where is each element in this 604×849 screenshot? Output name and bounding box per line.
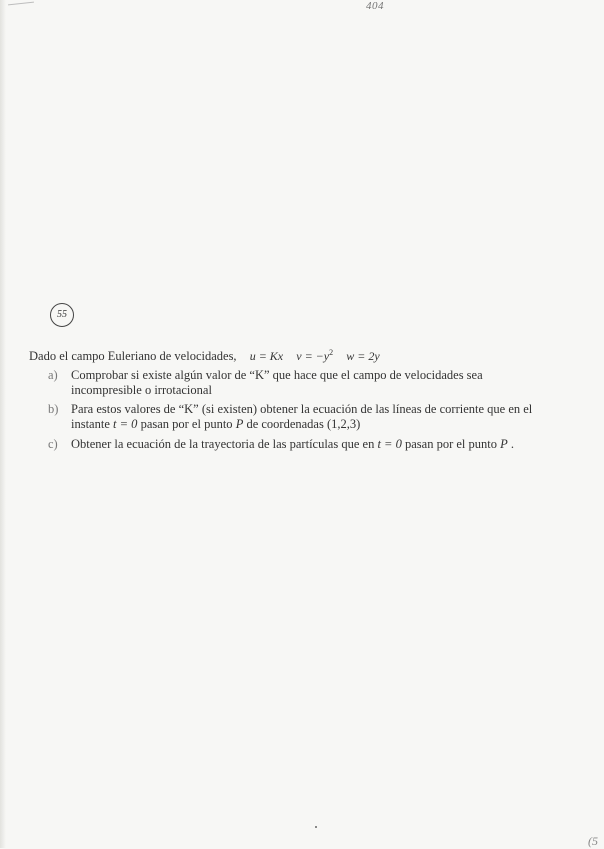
math-var: t = 0 xyxy=(113,417,138,431)
problem-number-badge: 55 xyxy=(50,303,74,327)
question-item-a xyxy=(48,368,603,398)
item-text: de coordenadas (1,2,3) xyxy=(246,417,361,431)
velocity-w: w = 2y xyxy=(346,349,380,363)
item-line-2 xyxy=(71,417,603,432)
ink-dot xyxy=(315,826,317,828)
item-text: pasan por el punto xyxy=(140,417,233,431)
velocity-u: u = Kx xyxy=(249,349,284,363)
velocity-v-exponent: 2 xyxy=(329,348,334,357)
pen-mark xyxy=(8,2,34,6)
item-line xyxy=(71,437,603,452)
item-text: pasan por el punto xyxy=(405,437,497,451)
item-letter: b) xyxy=(48,402,59,416)
math-var: P xyxy=(500,437,508,451)
item-letter: c) xyxy=(48,437,58,451)
statement-text: Dado el campo Euleriano de velocidades, xyxy=(29,349,237,363)
item-text: instante xyxy=(71,417,110,431)
math-var: P xyxy=(235,417,244,431)
item-line: Comprobar si existe algún valor de “K” que hace que el campo de velocidades sea xyxy=(71,368,483,382)
question-item-b xyxy=(48,402,603,432)
item-line: Para estos valores de “K” (si existen) obtener la ecuación de las líneas de corriente que en el xyxy=(71,402,533,416)
math-var: t = 0 xyxy=(377,437,402,451)
item-text: . xyxy=(510,437,515,451)
problem-statement xyxy=(29,348,599,364)
page-edge-shadow xyxy=(0,0,6,848)
corner-page-note: (5 xyxy=(588,834,598,848)
item-text: Obtener la ecuación de la trayectoria de las partículas que en xyxy=(71,437,375,451)
handwritten-page-note: 404 xyxy=(366,0,384,12)
item-letter: a) xyxy=(48,368,58,382)
velocity-v-base: v = −y xyxy=(296,349,330,363)
velocity-v xyxy=(296,349,333,363)
item-line: incompresible o irrotacional xyxy=(71,383,212,397)
question-item-c xyxy=(48,437,603,452)
